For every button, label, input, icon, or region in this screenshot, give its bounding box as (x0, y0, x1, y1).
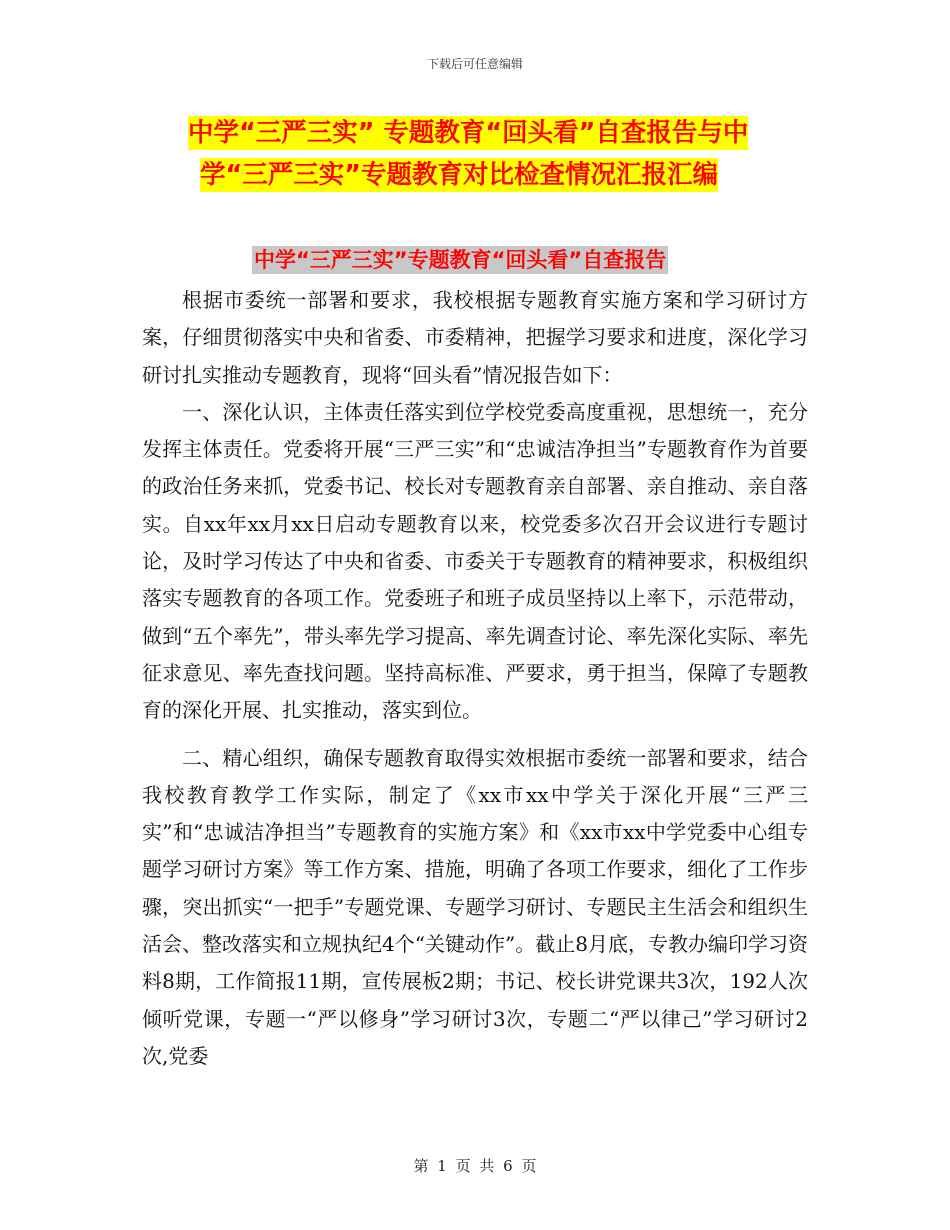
page-footer: 第 1 页 共 6 页 (413, 1157, 537, 1175)
paragraph-section-2: 二、精心组织，确保专题教育取得实效根据市委统一部署和要求，结合我校教育教学工作实际，制定了《xx市xx中学关于深化开展“三严三实”和“忠诚洁净担当”专题教育的实施方案》和《xx市xx中学党委中心组专题学习研讨方案》等工作方案、措施，明确了各项工作要求，细化了工作步骤，突出抓实“一把手”专题党课、专题学习研讨、专题民主生活会和组织生活会、整改落实和立规执纪4个“关键动作”。截止8月底，专教办编印学习资料8期，工作简报11期，宣传展板2期；书记、校长讲党课共3次，192人次倾听党课，专题一“严以修身”学习研讨3次，专题二“严以律己”学习研讨2次,党委 (142, 745, 808, 1068)
document-title (188, 112, 818, 196)
body-text (142, 282, 808, 1075)
paragraph-intro: 根据市委统一部署和要求，我校根据专题教育实施方案和学习研讨方案，仔细贯彻落实中央和省委、市委精神，把握学习要求和进度，深化学习研讨扎实推动专题教育，现将“回头看”情况报告如下： (142, 288, 808, 387)
title-line-2 (188, 154, 818, 196)
title-line-2-text: 学“三严三实”专题教育对比检查情况汇报汇编 (200, 160, 719, 190)
header-note: 下载后可任意编辑 (426, 57, 523, 71)
section-title (252, 244, 668, 276)
paragraph-section-1: 一、深化认识，主体责任落实到位学校党委高度重视，思想统一，充分发挥主体责任。党委将开展“三严三实”和“忠诚洁净担当”专题教育作为首要的政治任务来抓，党委书记、校长对专题教育亲自部署、亲自推动、亲自落实。自xx年xx月xx日启动专题教育以来，校党委多次召开会议进行专题讨论，及时学习传达了中央和省委、市委关于专题教育的精神要求，积极组织落实专题教育的各项工作。党委班子和班子成员坚持以上率下，示范带动，做到“五个率先”，带头率先学习提高、率先调查讨论、率先深化实际、率先征求意见、率先查找问题。坚持高标准、严要求，勇于担当，保障了专题教育的深化开展、扎实推动，落实到位。 (142, 399, 808, 723)
title-line-1-text: 中学“三严三实” 专题教育“回头看”自查报告与中 (188, 118, 749, 148)
section-title-text: 中学“三严三实”专题教育“回头看”自查报告 (254, 248, 667, 272)
title-line-1 (188, 112, 818, 154)
